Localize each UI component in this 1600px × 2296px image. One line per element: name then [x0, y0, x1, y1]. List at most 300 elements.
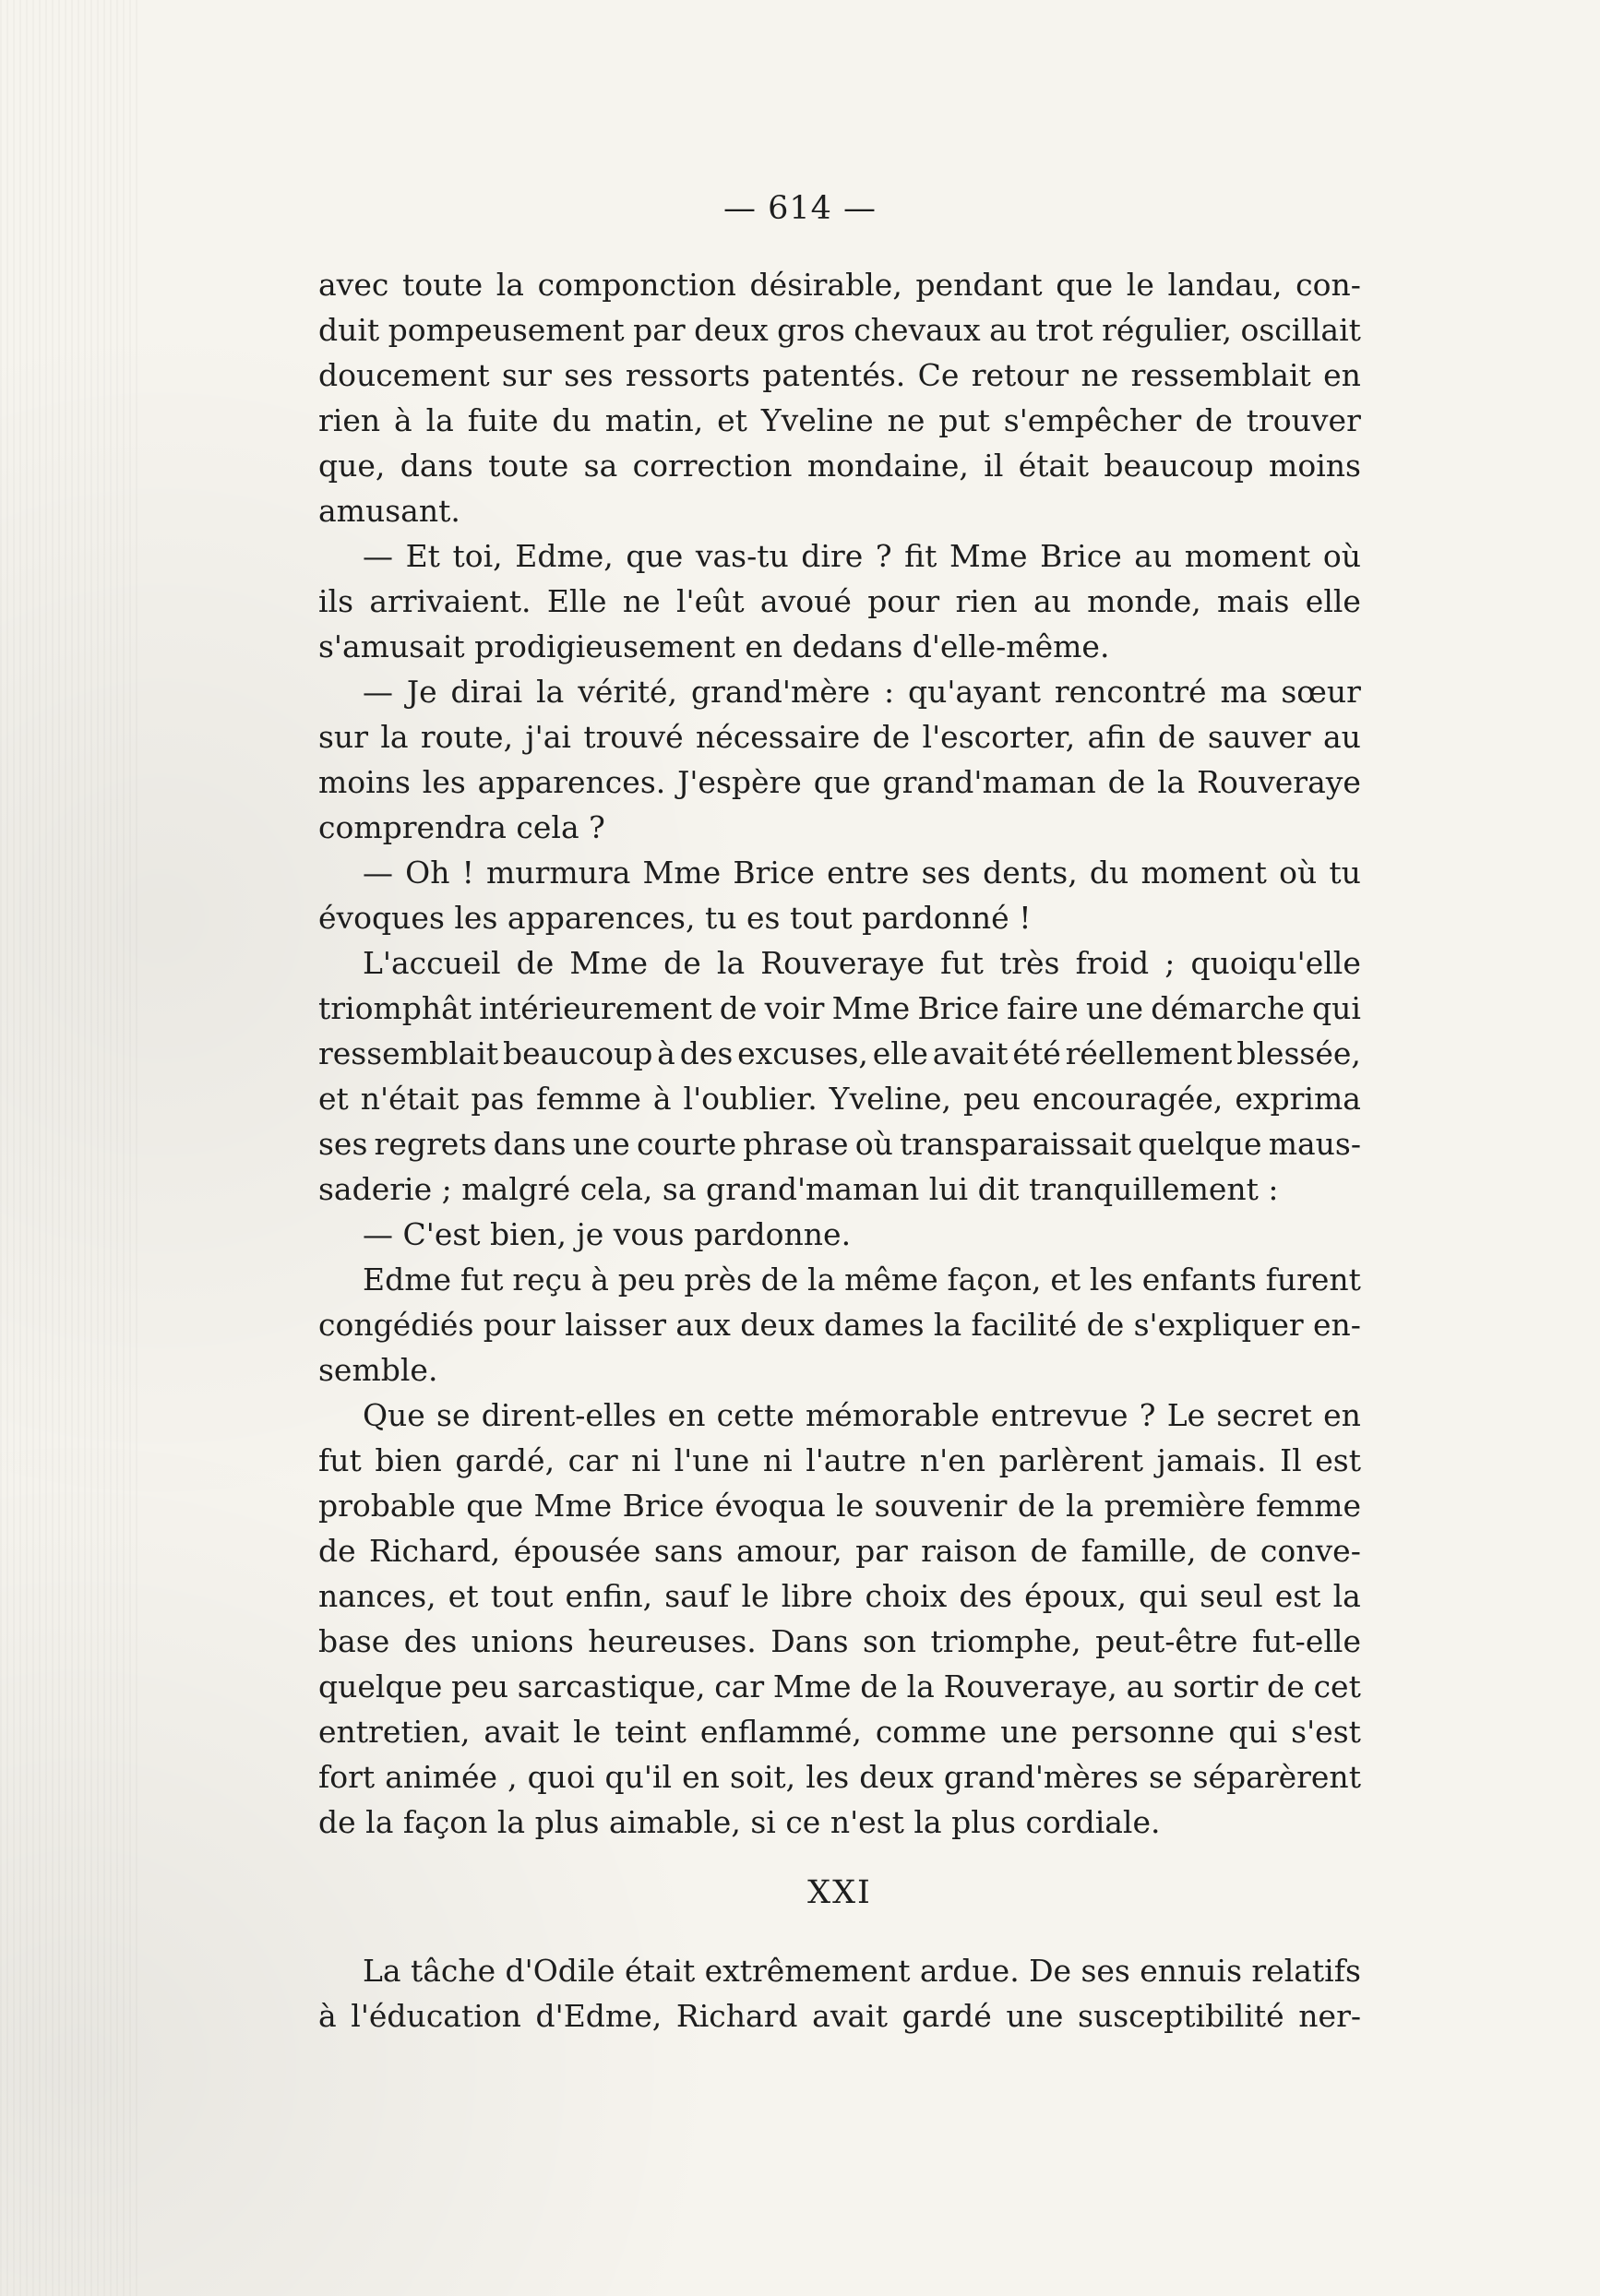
word: tâche	[410, 1953, 496, 1989]
word: en	[682, 1759, 720, 1795]
word: de	[1107, 764, 1146, 800]
word: pour	[483, 1307, 555, 1343]
word: pendant	[915, 267, 1043, 303]
word: !	[1019, 900, 1032, 936]
word: se	[436, 1397, 471, 1433]
text-line	[318, 443, 1361, 488]
word: grand'mère	[690, 674, 871, 710]
word: avait	[484, 1714, 560, 1750]
word: maus-	[1268, 1126, 1361, 1162]
word: excuses,	[737, 1035, 868, 1071]
word: se	[1149, 1759, 1183, 1795]
word: es	[746, 900, 790, 936]
word: gardé,	[455, 1442, 555, 1478]
word: le	[1126, 267, 1154, 303]
word: apparences,	[507, 900, 705, 936]
word: amour,	[736, 1533, 842, 1569]
word: toute	[401, 267, 484, 303]
word: murmura	[486, 855, 631, 891]
word: femme	[1256, 1488, 1361, 1524]
word: le	[836, 1488, 865, 1524]
text-line	[318, 1800, 1361, 1845]
word: qui	[1312, 990, 1361, 1026]
text-line	[318, 353, 1361, 398]
word: phrase	[743, 1126, 849, 1162]
word: trouvé	[583, 719, 684, 755]
word: sœur	[1281, 674, 1361, 710]
word: C'est	[402, 1216, 491, 1252]
word: Elle	[546, 583, 607, 619]
text-line	[318, 895, 1361, 940]
word: Edme,	[515, 538, 614, 574]
word: évoqua	[714, 1488, 826, 1524]
word: avec	[318, 267, 389, 303]
text-line	[318, 579, 1361, 624]
text-line	[318, 1438, 1361, 1483]
word: blessée,	[1236, 1035, 1361, 1071]
word: de	[1267, 1668, 1305, 1704]
word: j'ai	[525, 719, 571, 755]
word: personne	[1071, 1714, 1215, 1750]
word: ni	[631, 1442, 661, 1478]
word: Mme	[831, 990, 911, 1026]
word: la	[365, 1804, 403, 1840]
word: triomphât	[318, 990, 472, 1026]
word: ma	[1220, 674, 1268, 710]
word: deux	[694, 312, 769, 348]
word: —	[363, 855, 393, 891]
page-number: — 614 —	[722, 190, 878, 227]
word: Dans	[770, 1623, 849, 1659]
word: moment	[1140, 855, 1267, 891]
word: cette	[716, 1397, 794, 1433]
word: de	[1017, 1488, 1056, 1524]
word: de	[719, 990, 758, 1026]
left-edge-shadow	[0, 0, 138, 2296]
text-line	[318, 1664, 1361, 1709]
word: l'éducation	[351, 1998, 521, 2034]
word: l'escorter,	[922, 719, 1076, 755]
text-line	[318, 1528, 1361, 1573]
word: heureuses.	[588, 1623, 757, 1659]
word: n'est	[830, 1804, 914, 1840]
word: Brice	[917, 990, 999, 1026]
word: chevaux	[854, 312, 981, 348]
word: rien	[318, 402, 381, 438]
word: ressorts	[625, 357, 750, 393]
word: première	[1104, 1488, 1246, 1524]
word: ses	[318, 1126, 368, 1162]
word: souvenir	[874, 1488, 1008, 1524]
word: raison	[921, 1533, 1018, 1569]
word: landau,	[1167, 267, 1283, 303]
word: les	[806, 1759, 850, 1795]
text-line	[318, 1754, 1361, 1800]
word: jamais.	[1156, 1442, 1267, 1478]
word: sauver	[1207, 719, 1311, 755]
word: du	[552, 402, 591, 438]
word: été	[1012, 1035, 1061, 1071]
word: s'expliquer	[1133, 1307, 1304, 1343]
text-line	[318, 1166, 1361, 1212]
word: Il	[1280, 1442, 1302, 1478]
word: faire	[1007, 990, 1079, 1026]
word: —	[363, 674, 393, 710]
word: la	[496, 267, 524, 303]
word: patentés.	[762, 357, 906, 393]
word: la	[1157, 764, 1186, 800]
word: en	[745, 628, 793, 664]
word: des	[959, 1578, 1012, 1614]
word: les	[1089, 1262, 1133, 1297]
word: pompeusement	[388, 312, 625, 348]
word: ses	[564, 357, 614, 393]
word: vas-tu	[695, 538, 789, 574]
word: qui	[1228, 1714, 1278, 1750]
word: que,	[318, 448, 386, 484]
word: quelque	[1138, 1126, 1262, 1162]
word: la	[425, 402, 454, 438]
word: De	[1029, 1953, 1072, 1989]
word: voir	[764, 990, 825, 1026]
word: fort	[318, 1759, 376, 1795]
word: d'Edme,	[535, 1998, 663, 2034]
word: mondaine,	[806, 448, 969, 484]
word: con-	[1296, 267, 1361, 303]
word: pardonne.	[693, 1216, 852, 1252]
word: cet	[1313, 1668, 1361, 1704]
word: route,	[420, 719, 514, 755]
word: Ce	[917, 357, 960, 393]
word: duit	[318, 312, 380, 348]
word: que	[1056, 267, 1114, 303]
word: où	[1322, 538, 1361, 574]
word: en	[1323, 357, 1361, 393]
word: que	[813, 764, 871, 800]
word: en-	[1312, 1307, 1361, 1343]
word: Mme	[642, 855, 722, 891]
word: ;	[1164, 945, 1176, 981]
word: une	[1086, 990, 1144, 1026]
word: relatifs	[1251, 1953, 1361, 1989]
main-text	[318, 262, 1361, 2039]
word: amusant.	[318, 493, 460, 529]
word: les	[422, 764, 466, 800]
word: unions	[471, 1623, 574, 1659]
word: tu	[1329, 855, 1361, 891]
word: toute	[488, 448, 569, 484]
word: est	[1315, 1442, 1361, 1478]
word: pour	[867, 583, 940, 619]
word: —	[363, 1216, 403, 1252]
word: secret	[1216, 1397, 1312, 1433]
word: sans	[653, 1533, 723, 1569]
text-line	[318, 850, 1361, 895]
word: de	[860, 1668, 898, 1704]
text-line	[318, 624, 1361, 669]
word: façon	[402, 1804, 497, 1840]
word: et	[318, 1081, 349, 1117]
word: !	[461, 855, 474, 891]
word: au	[989, 312, 1028, 348]
word: où	[1279, 855, 1318, 891]
word: teint	[615, 1714, 687, 1750]
word: qu'il	[604, 1759, 673, 1795]
word: de	[1086, 1307, 1125, 1343]
word: avait	[812, 1998, 888, 2034]
word: dedans	[792, 628, 913, 664]
word: apparences.	[477, 764, 666, 800]
word: la	[933, 1307, 962, 1343]
word: quoiqu'elle	[1190, 945, 1361, 981]
word: Le	[1166, 1397, 1206, 1433]
word: tout	[490, 1578, 554, 1614]
word: n'en	[919, 1442, 986, 1478]
word: près	[684, 1262, 752, 1297]
word: Rouveraye,	[943, 1668, 1117, 1704]
word: ?	[1139, 1397, 1156, 1433]
word: Brice	[733, 855, 815, 891]
word: beaucoup	[1104, 448, 1254, 484]
word: ressemblait	[1130, 357, 1311, 393]
word: de	[1209, 1533, 1248, 1569]
word: sarcastique,	[517, 1668, 706, 1704]
word: —	[363, 538, 393, 574]
word: ardue.	[919, 1953, 1020, 1989]
word: fut	[318, 1442, 362, 1478]
word: la	[380, 719, 409, 755]
word: grand'maman	[882, 764, 1096, 800]
word: la	[807, 1262, 836, 1297]
word: Richard,	[369, 1533, 501, 1569]
word: Je	[406, 674, 437, 710]
word: la	[716, 945, 746, 981]
word: ses	[1081, 1953, 1130, 1989]
word: extrêmement	[704, 1953, 911, 1989]
word: La	[363, 1953, 401, 1989]
word: ressemblait	[318, 1035, 499, 1071]
word: avoué	[759, 583, 852, 619]
word: réellement	[1065, 1035, 1233, 1071]
word: Mme	[949, 538, 1028, 574]
word: Yveline	[760, 402, 874, 438]
word: tranquillement	[1029, 1171, 1269, 1207]
text-line	[318, 940, 1361, 986]
word: Rouveraye	[760, 945, 925, 981]
word: libre	[781, 1578, 854, 1614]
word: prodigieusement	[474, 628, 746, 664]
word: par	[855, 1533, 908, 1569]
text-line	[318, 1619, 1361, 1664]
word: lui	[928, 1171, 978, 1207]
word: choix	[865, 1578, 948, 1614]
word: saderie	[318, 1171, 442, 1207]
word: dirai	[450, 674, 523, 710]
word: reçu	[512, 1262, 582, 1297]
word: de	[318, 1533, 356, 1569]
word: sur	[318, 719, 368, 755]
word: trot	[1035, 312, 1093, 348]
word: dans	[493, 1126, 567, 1162]
word: l'oublier.	[683, 1081, 818, 1117]
text-line	[318, 1121, 1361, 1166]
word: quelque	[318, 1668, 443, 1704]
word: laisser	[565, 1307, 667, 1343]
word: soit,	[730, 1759, 796, 1795]
word: Mme	[569, 945, 649, 981]
word: fut-elle	[1251, 1623, 1361, 1659]
word: vérité,	[578, 674, 678, 710]
word: entre	[827, 855, 910, 891]
word: que	[626, 538, 684, 574]
word: ne	[1081, 357, 1119, 393]
word: peu	[962, 1081, 1021, 1117]
text-line	[318, 1302, 1361, 1347]
word: femme	[536, 1081, 641, 1117]
word: de	[663, 945, 701, 981]
text-line	[318, 1393, 1361, 1438]
text-line	[318, 262, 1361, 307]
word: le	[741, 1578, 770, 1614]
word: elle	[1305, 583, 1361, 619]
word: et	[717, 402, 747, 438]
word: désirable,	[749, 267, 902, 303]
word: ner-	[1298, 1998, 1361, 2034]
word: retour	[971, 357, 1069, 393]
word: Brice	[622, 1488, 705, 1524]
word: une	[1006, 1998, 1064, 2034]
text-line	[318, 1709, 1361, 1754]
word: J'espère	[677, 764, 802, 800]
word: des	[403, 1623, 458, 1659]
word: elle	[872, 1035, 928, 1071]
word: trouver	[1246, 402, 1361, 438]
word: beaucoup	[503, 1035, 653, 1071]
text-line	[318, 1257, 1361, 1302]
text-line	[318, 1347, 1361, 1393]
word: il	[984, 448, 1004, 484]
word: de	[516, 945, 555, 981]
word: tout	[789, 900, 863, 936]
word: froid	[1075, 945, 1150, 981]
word: d'elle-même.	[912, 628, 1110, 664]
word: exprima	[1235, 1081, 1361, 1117]
word: entrevue	[990, 1397, 1128, 1433]
word: famille,	[1081, 1533, 1197, 1569]
word: Rouveraye	[1197, 764, 1361, 800]
word: fut	[460, 1262, 504, 1297]
word: plus	[534, 1804, 609, 1840]
word: aimable,	[608, 1804, 751, 1840]
word: je	[576, 1216, 614, 1252]
word: ?	[875, 538, 892, 574]
word: bien,	[490, 1216, 577, 1252]
word: Mme	[772, 1668, 852, 1704]
word: est	[1274, 1578, 1321, 1614]
word: des	[679, 1035, 734, 1071]
word: cela	[516, 809, 590, 845]
word: moment	[1184, 538, 1311, 574]
word: triomphe,	[930, 1623, 1081, 1659]
text-line	[318, 1573, 1361, 1619]
word: de	[760, 1262, 799, 1297]
word: même	[844, 1262, 938, 1297]
word: conve-	[1260, 1533, 1361, 1569]
word: intérieurement	[479, 990, 712, 1026]
word: car	[714, 1668, 765, 1704]
word: bien	[375, 1442, 442, 1478]
text-line	[318, 1031, 1361, 1076]
text-line	[318, 1212, 1361, 1257]
word: la	[536, 674, 565, 710]
word: du	[1089, 855, 1129, 891]
word: cordiale.	[1025, 1804, 1161, 1840]
chapter-heading: XXI	[807, 1874, 872, 1911]
word: de	[1157, 719, 1196, 755]
text-line	[318, 1993, 1361, 2039]
word: dans	[400, 448, 473, 484]
word: mémorable	[805, 1397, 980, 1433]
word: à	[591, 1262, 609, 1297]
word: de	[872, 719, 911, 755]
word: susceptibilité	[1078, 1998, 1284, 2034]
word: fit	[904, 538, 937, 574]
word: deux	[740, 1307, 815, 1343]
text-line	[318, 1483, 1361, 1528]
word: parlèrent	[998, 1442, 1144, 1478]
word: moins	[318, 764, 411, 800]
word: quoi	[527, 1759, 595, 1795]
word: Brice	[1040, 538, 1122, 574]
word: fuite	[467, 402, 539, 438]
text-line	[318, 714, 1361, 759]
word: rencontré	[1054, 674, 1207, 710]
text-line	[318, 986, 1361, 1031]
word: afin	[1087, 719, 1146, 755]
word: une	[572, 1126, 630, 1162]
word: :	[1268, 1171, 1279, 1207]
word: s'est	[1291, 1714, 1361, 1750]
word: L'accueil	[363, 945, 501, 981]
word: l'autre	[806, 1442, 907, 1478]
word: ne	[887, 402, 925, 438]
word: était	[624, 1953, 696, 1989]
word: facilité	[971, 1307, 1078, 1343]
text-line	[318, 759, 1361, 805]
word: car	[567, 1442, 618, 1478]
word: Mme	[533, 1488, 613, 1524]
word: sortir	[1173, 1668, 1259, 1704]
word: ni	[762, 1442, 793, 1478]
word: régulier,	[1102, 312, 1233, 348]
word: était	[1018, 448, 1090, 484]
word: la	[1332, 1578, 1361, 1614]
word: la	[913, 1804, 952, 1840]
word: avait	[932, 1035, 1009, 1071]
word: deux	[859, 1759, 934, 1795]
word: regrets	[374, 1126, 487, 1162]
word: sa	[662, 1171, 707, 1207]
word: Yveline,	[829, 1081, 951, 1117]
text-line	[318, 488, 1361, 533]
text-line	[318, 307, 1361, 353]
word: dire	[801, 538, 864, 574]
word: au	[1126, 1668, 1164, 1704]
word: encouragée,	[1032, 1081, 1224, 1117]
word: en	[667, 1397, 706, 1433]
word: matin,	[604, 402, 704, 438]
word: enfin,	[565, 1578, 653, 1614]
